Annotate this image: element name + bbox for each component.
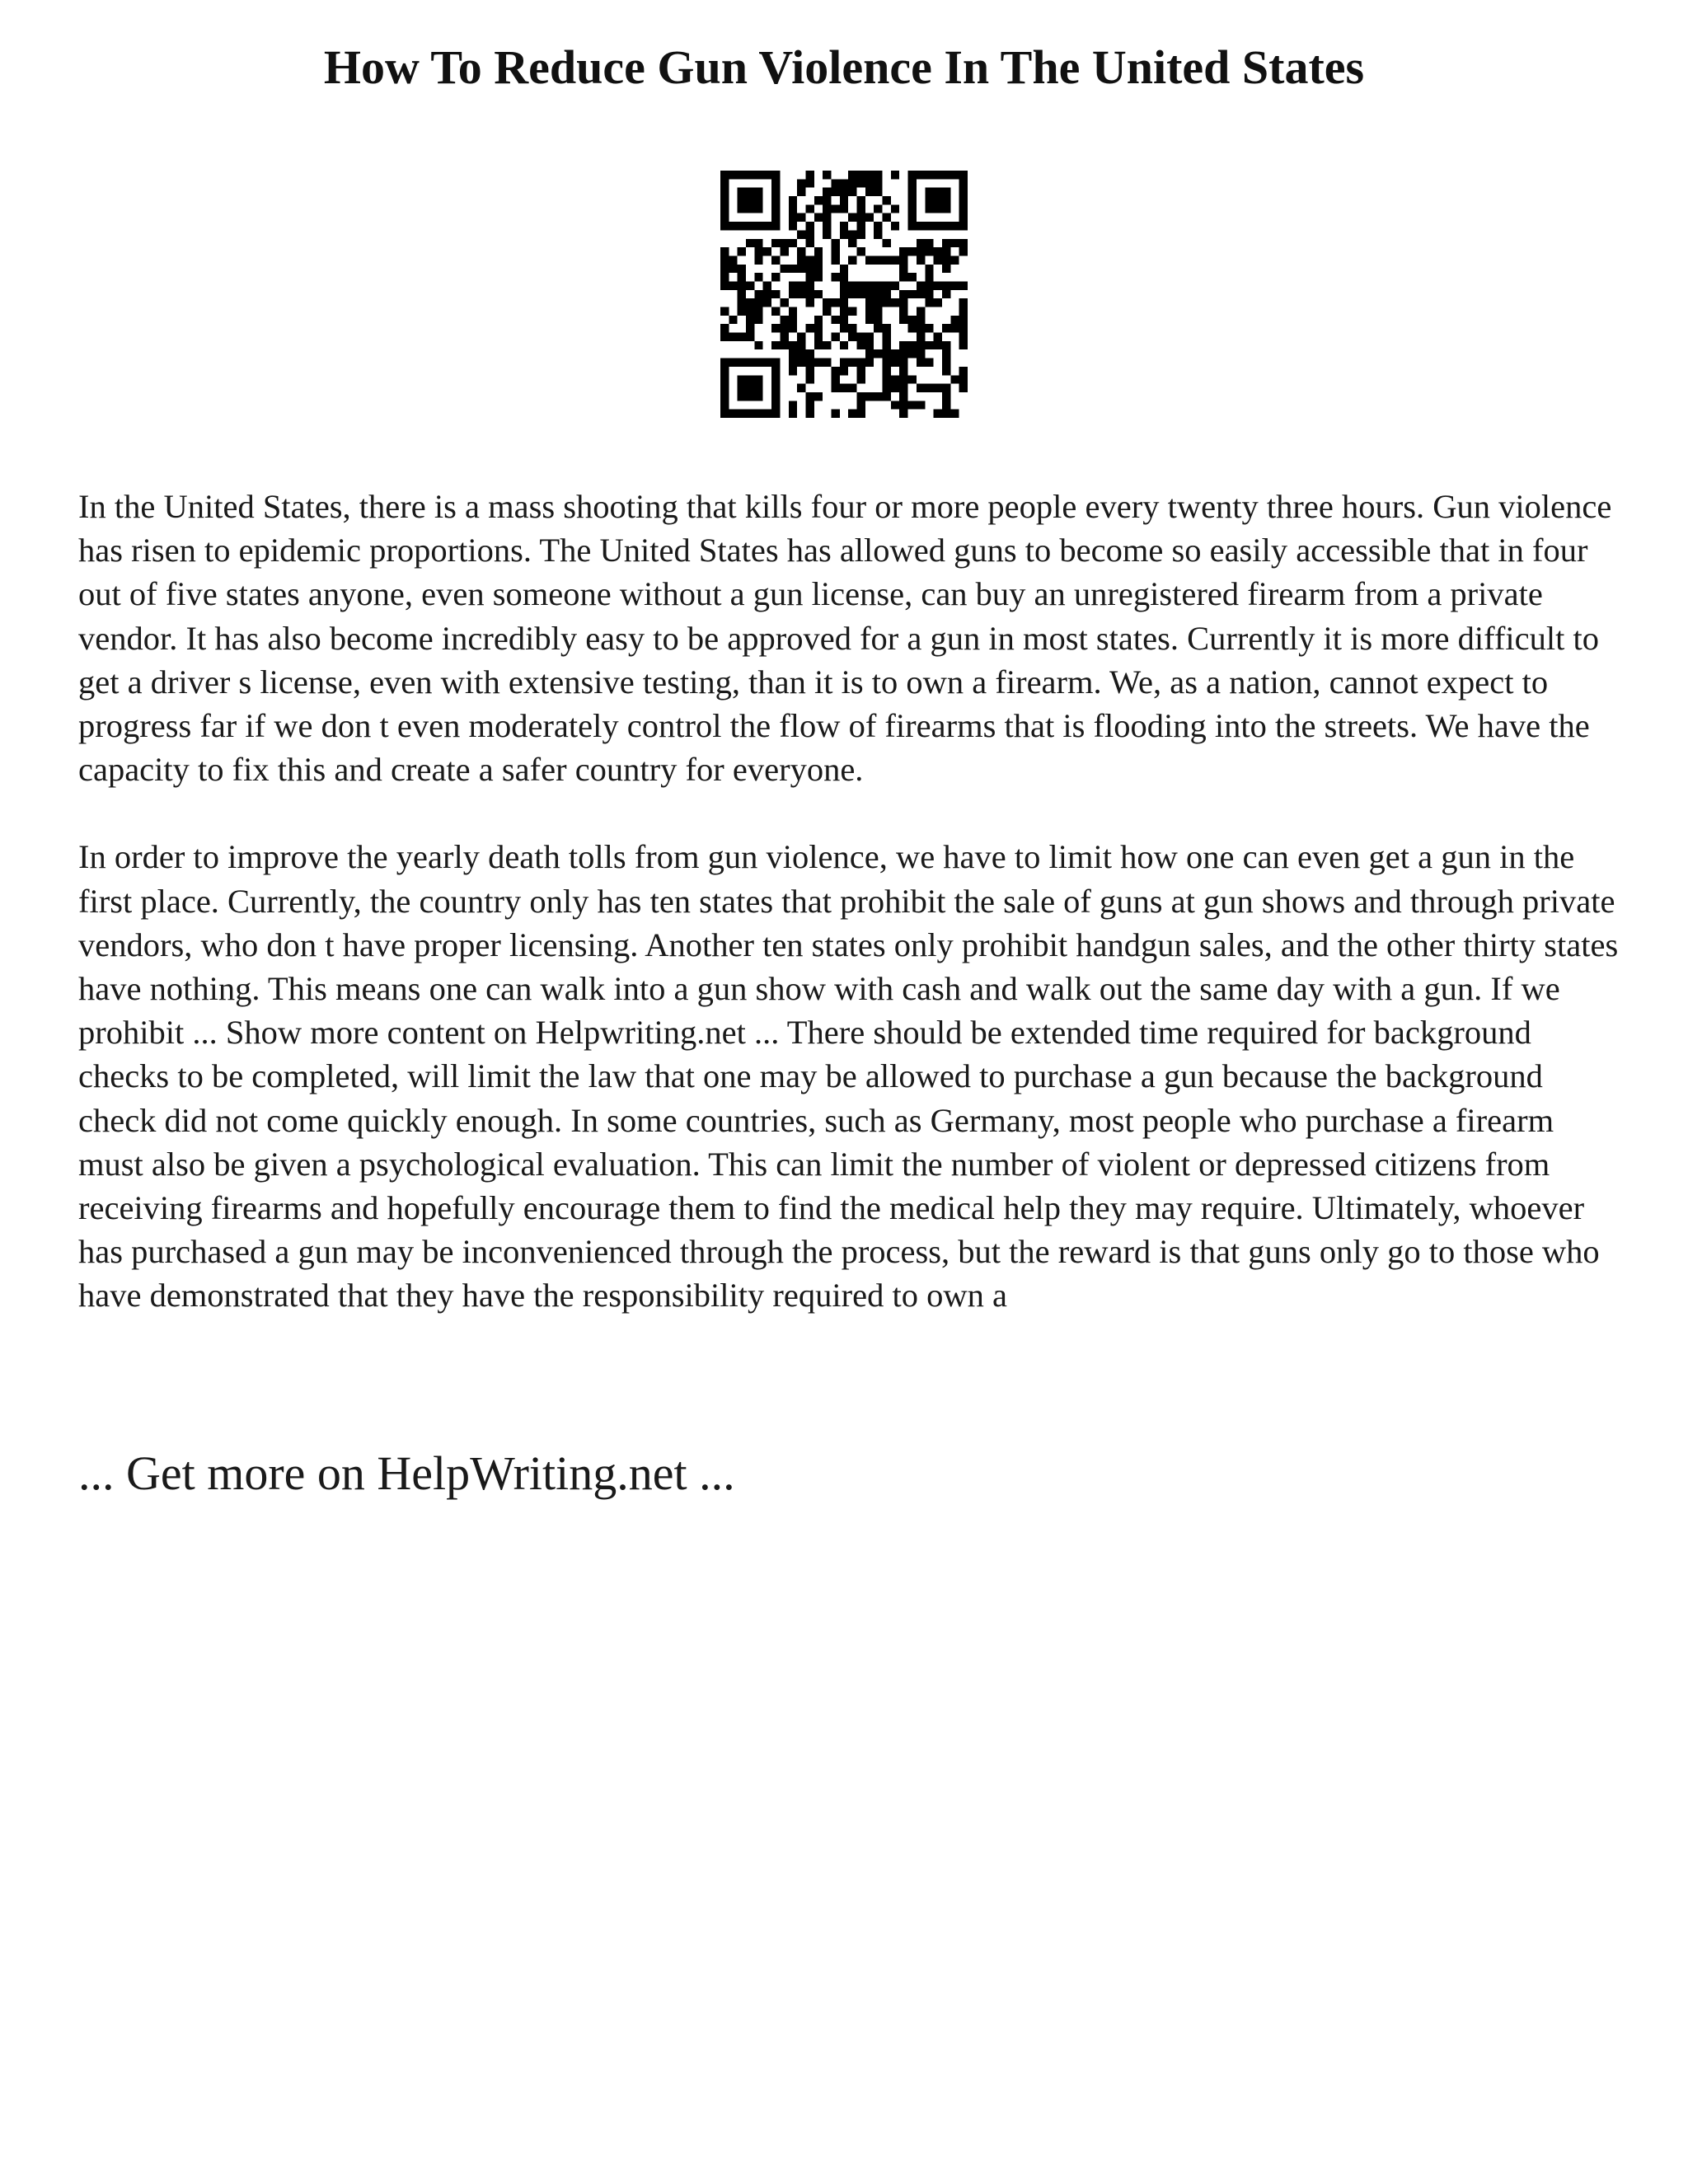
article-body <box>78 485 1620 1318</box>
qr-code-icon <box>720 171 968 418</box>
paragraph-second: In order to improve the yearly death tolls from gun violence, we have to limit how one can even get a gun in the first place. Currently, the country only has ten states that prohibit the sale of guns at gun shows and through private vendors, who don t have proper licensing. Another ten states only prohibit handgun sales, and the other thirty states have nothing. This means one can walk into a gun show with cash and walk out the same day with a gun. If we prohibit ... Show more content on Helpwriting.net ... There should be extended time required for background checks to be completed, will limit the law that one may be allowed to purchase a gun because the background check did not come quickly enough. In some countries, such as Germany, most people who purchase a firearm must also be given a psychological evaluation. This can limit the number of violent or depressed citizens from receiving firearms and hopefully encourage them to find the medical help they may require. Ultimately, whoever has purchased a gun may be inconvenienced through the process, but the reward is that guns only go to those who have demonstrated that they have the responsibility required to own a <box>78 838 1619 1315</box>
get-more-link[interactable]: ... Get more on HelpWriting.net ... <box>78 1446 735 1500</box>
paragraph-intro: In the United States, there is a mass shooting that kills four or more people every twenty three hours. Gun violence has risen to epidemic proportions. The United States has allowed guns to become so easily accessible that in four out of five states anyone, even someone without a gun license, can buy an unregistered firearm from a private vendor. It has also become incredibly easy to be approved for a gun in most states. Currently it is more difficult to get a driver s license, even with extensive testing, than it is to own a firearm. We, as a nation, cannot expect to progress far if we don t even moderately control the flow of firearms that is flooding into the streets. We have the capacity to fix this and create a safer country for everyone. <box>78 488 1612 789</box>
page-title: How To Reduce Gun Violence In The United States <box>323 40 1365 94</box>
